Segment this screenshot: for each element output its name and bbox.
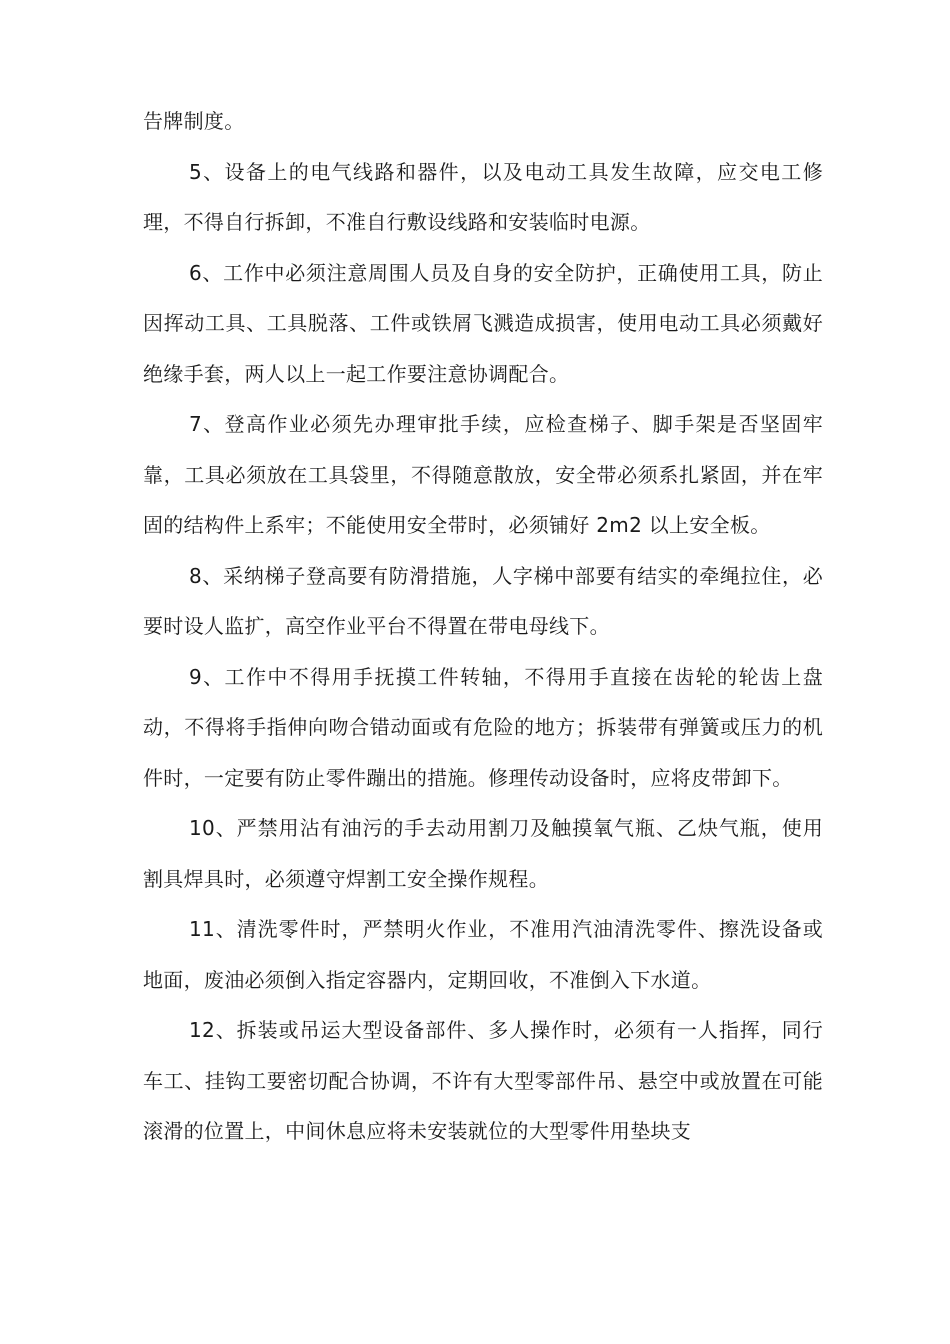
paragraph-item-8: 8、采纳梯子登高要有防滑措施，人字梯中部要有结实的牵绳拉住，必要时设人监扩，高空作业平台不得置在带电母线下。 [143,563,823,638]
paragraph-item-6: 6、工作中必须注意周围人员及自身的安全防护，正确使用工具，防止因挥动工具、工具脱落、工件或铁屑飞溅造成损害，使用电动工具必须戴好绝缘手套，两人以上一起工作要注意协调配合。 [143,260,823,386]
paragraph-continuation: 告牌制度。 [143,109,245,133]
paragraph-item-5: 5、设备上的电气线路和器件，以及电动工具发生故障，应交电工修理，不得自行拆卸，不准自行敷设线路和安装临时电源。 [143,159,823,234]
paragraph-item-10: 10、严禁用沾有油污的手去动用割刀及触摸氧气瓶、乙炔气瓶，使用割具焊具时，必须遵守焊割工安全操作规程。 [143,816,823,891]
paragraph-item-11: 11、清洗零件时，严禁明火作业，不准用汽油清洗零件、擦洗设备或地面，废油必须倒入指定容器内，定期回收，不准倒入下水道。 [143,917,823,992]
document-body [143,96,823,1157]
paragraph-item-12: 12、拆装或吊运大型设备部件、多人操作时，必须有一人指挥，同行车工、挂钩工要密切配合协调，不许有大型零部件吊、悬空中或放置在可能滚滑的位置上，中间休息应将未安装就位的大型零件用垫块支 [143,1018,823,1143]
paragraph-item-9: 9、工作中不得用手抚摸工件转轴，不得用手直接在齿轮的轮齿上盘动，不得将手指伸向吻合错动面或有危险的地方；拆装带有弹簧或压力的机件时，一定要有防止零件蹦出的措施。修理传动设备时，应将皮带卸下。 [143,664,823,790]
paragraph-item-7: 7、登高作业必须先办理审批手续，应检查梯子、脚手架是否坚固牢靠，工具必须放在工具袋里，不得随意散放，安全带必须系扎紧固，并在牢固的结构件上系牢；不能使用安全带时，必须铺好 2m2 以上安全板。 [143,412,823,537]
